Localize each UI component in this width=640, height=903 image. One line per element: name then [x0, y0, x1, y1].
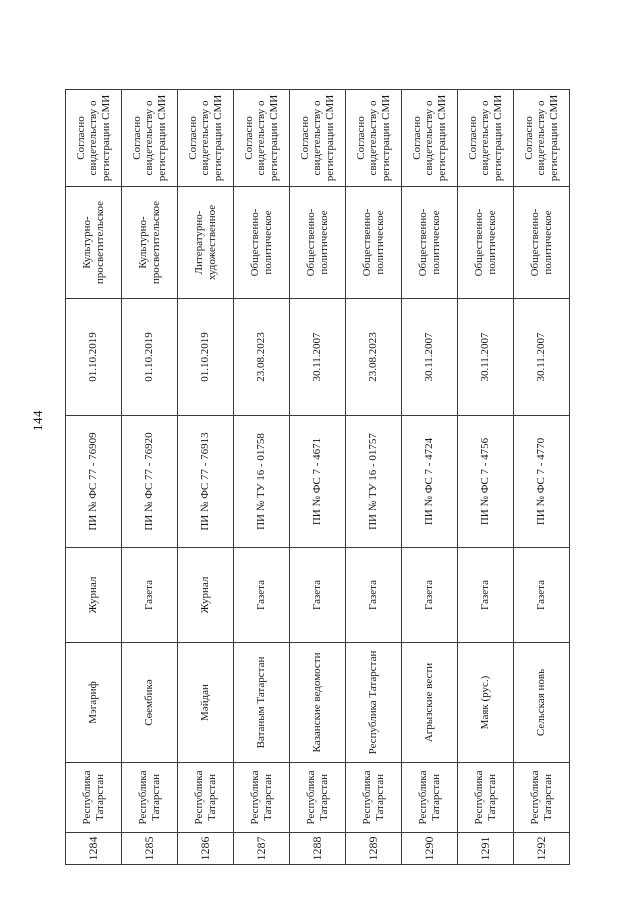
basis-cell: Согласно свидетельству о регистрации СМИ — [66, 90, 122, 187]
region-cell: Республика Татарстан — [402, 763, 458, 833]
subject-cell: Культурно-просветительское — [66, 187, 122, 299]
registry-table — [65, 89, 570, 865]
media-type-cell: Газета — [234, 548, 290, 643]
media-title-cell: Маяк (рус.) — [458, 643, 514, 763]
registration-date-cell: 01.10.2019 — [178, 299, 234, 416]
region-cell: Республика Татарстан — [234, 763, 290, 833]
basis-cell: Согласно свидетельству о регистрации СМИ — [402, 90, 458, 187]
media-title-cell: Мәйдан — [178, 643, 234, 763]
registration-number-cell: ПИ № ТУ 16 - 01758 — [234, 416, 290, 548]
media-title-cell: Мэгариф — [66, 643, 122, 763]
table-row — [122, 90, 178, 865]
registration-number-cell: ПИ № ФС 77 - 76920 — [122, 416, 178, 548]
media-type-cell: Газета — [122, 548, 178, 643]
region-cell: Республика Татарстан — [514, 763, 570, 833]
region-cell: Республика Татарстан — [346, 763, 402, 833]
table-body — [66, 90, 570, 865]
registration-number-cell: ПИ № ФС 7 - 4724 — [402, 416, 458, 548]
registration-date-cell: 01.10.2019 — [122, 299, 178, 416]
subject-cell: Общественно-политическое — [234, 187, 290, 299]
registration-date-cell: 30.11.2007 — [514, 299, 570, 416]
subject-cell: Литературно-художественное — [178, 187, 234, 299]
media-title-cell: Сельская новь — [514, 643, 570, 763]
media-title-cell: Агрызские вести — [402, 643, 458, 763]
table-row — [458, 90, 514, 865]
subject-cell: Общественно-политическое — [514, 187, 570, 299]
media-type-cell: Газета — [290, 548, 346, 643]
table-row — [346, 90, 402, 865]
subject-cell: Общественно-политическое — [458, 187, 514, 299]
media-type-cell: Газета — [346, 548, 402, 643]
media-type-cell: Журнал — [178, 548, 234, 643]
region-cell: Республика Татарстан — [178, 763, 234, 833]
registration-number-cell: ПИ № ФС 77 - 76909 — [66, 416, 122, 548]
region-cell: Республика Татарстан — [66, 763, 122, 833]
registration-date-cell: 30.11.2007 — [290, 299, 346, 416]
registration-date-cell: 23.08.2023 — [234, 299, 290, 416]
entry-number-cell: 1292 — [514, 833, 570, 865]
basis-cell: Согласно свидетельству о регистрации СМИ — [122, 90, 178, 187]
entry-number-cell: 1286 — [178, 833, 234, 865]
subject-cell: Общественно-политическое — [346, 187, 402, 299]
entry-number-cell: 1289 — [346, 833, 402, 865]
registration-date-cell: 30.11.2007 — [458, 299, 514, 416]
registration-number-cell: ПИ № ФС 77 - 76913 — [178, 416, 234, 548]
media-type-cell: Газета — [458, 548, 514, 643]
basis-cell: Согласно свидетельству о регистрации СМИ — [458, 90, 514, 187]
entry-number-cell: 1288 — [290, 833, 346, 865]
table-row — [178, 90, 234, 865]
basis-cell: Согласно свидетельству о регистрации СМИ — [178, 90, 234, 187]
region-cell: Республика Татарстан — [290, 763, 346, 833]
entry-number-cell: 1284 — [66, 833, 122, 865]
media-title-cell: Казанские ведомости — [290, 643, 346, 763]
basis-cell: Согласно свидетельству о регистрации СМИ — [290, 90, 346, 187]
registration-number-cell: ПИ № ФС 7 - 4770 — [514, 416, 570, 548]
table-row — [66, 90, 122, 865]
page-number: 144 — [30, 410, 45, 431]
media-title-cell: Республика Татарстан — [346, 643, 402, 763]
basis-cell: Согласно свидетельству о регистрации СМИ — [346, 90, 402, 187]
registration-date-cell: 23.08.2023 — [346, 299, 402, 416]
basis-cell: Согласно свидетельству о регистрации СМИ — [514, 90, 570, 187]
region-cell: Республика Татарстан — [458, 763, 514, 833]
region-cell: Республика Татарстан — [122, 763, 178, 833]
entry-number-cell: 1290 — [402, 833, 458, 865]
registration-date-cell: 01.10.2019 — [66, 299, 122, 416]
subject-cell: Общественно-политическое — [290, 187, 346, 299]
media-title-cell: Сөембикә — [122, 643, 178, 763]
entry-number-cell: 1285 — [122, 833, 178, 865]
subject-cell: Культурно-просветительское — [122, 187, 178, 299]
entry-number-cell: 1287 — [234, 833, 290, 865]
entry-number-cell: 1291 — [458, 833, 514, 865]
media-type-cell: Газета — [402, 548, 458, 643]
basis-cell: Согласно свидетельству о регистрации СМИ — [234, 90, 290, 187]
registration-date-cell: 30.11.2007 — [402, 299, 458, 416]
registration-number-cell: ПИ № ТУ 16 - 01757 — [346, 416, 402, 548]
subject-cell: Общественно-политическое — [402, 187, 458, 299]
table-row — [402, 90, 458, 865]
table-row — [290, 90, 346, 865]
media-type-cell: Газета — [514, 548, 570, 643]
table-row — [514, 90, 570, 865]
media-type-cell: Журнал — [66, 548, 122, 643]
media-title-cell: Ватаным Татарстан — [234, 643, 290, 763]
table-row — [234, 90, 290, 865]
registration-number-cell: ПИ № ФС 7 - 4756 — [458, 416, 514, 548]
registration-number-cell: ПИ № ФС 7 - 4671 — [290, 416, 346, 548]
